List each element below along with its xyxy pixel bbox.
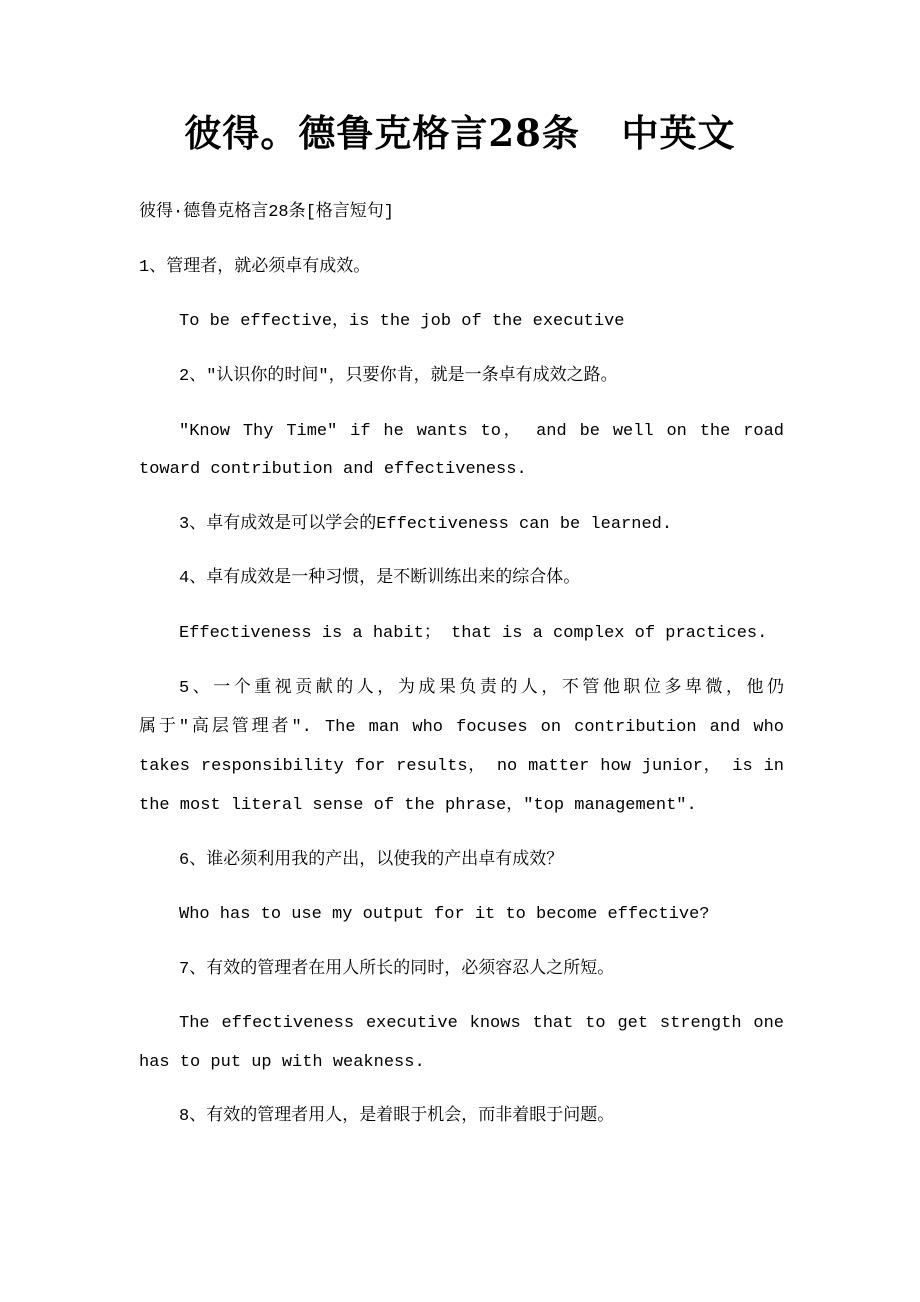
maxim-6-en: Who has to use my output for it to become effective? bbox=[179, 905, 710, 924]
maxim-1-en: To be effective，is the job of the executive bbox=[179, 312, 625, 331]
maxim-4-en: Effectiveness is a habit； that is a complex of practices. bbox=[179, 624, 768, 643]
maxim-5-line3: takes responsibility for results， no matter how junior， is in bbox=[139, 757, 784, 776]
maxim-5-line4: the most literal sense of the phrase，"top management". bbox=[139, 796, 697, 815]
maxim-5-line2: 属于"高层管理者". The man who focuses on contribution and who bbox=[139, 718, 784, 737]
maxim-2-en-line2: toward contribution and effectiveness. bbox=[139, 460, 527, 479]
document-subtitle: 彼得·德鲁克格言28条[格言短句] bbox=[139, 203, 395, 222]
document-title: 彼得。德鲁克格言28条 中英文 bbox=[184, 111, 736, 155]
maxim-7-en-line2: has to put up with weakness. bbox=[139, 1053, 425, 1072]
maxim-8-zh: 8、有效的管理者用人，是着眼于机会，而非着眼于问题。 bbox=[179, 1107, 615, 1126]
maxim-2-en-line1: "Know Thy Time" if he wants to， and be well on the road bbox=[179, 422, 784, 441]
maxim-1-zh: 1、管理者，就必须卓有成效。 bbox=[139, 258, 371, 277]
maxim-5-line1: 5、一个重视贡献的人，为成果负责的人，不管他职位多卑微，他仍 bbox=[179, 679, 784, 698]
maxim-2-zh: 2、"认识你的时间"，只要你肯，就是一条卓有成效之路。 bbox=[179, 367, 618, 386]
maxim-6-zh: 6、谁必须利用我的产出，以使我的产出卓有成效？ bbox=[179, 851, 564, 870]
maxim-3: 3、卓有成效是可以学会的Effectiveness can be learned. bbox=[179, 515, 673, 534]
maxim-4-zh: 4、卓有成效是一种习惯，是不断训练出来的综合体。 bbox=[179, 569, 581, 588]
maxim-7-zh: 7、有效的管理者在用人所长的同时，必须容忍人之所短。 bbox=[179, 960, 615, 979]
maxim-7-en-line1: The effectiveness executive knows that to get strength one bbox=[179, 1014, 784, 1033]
